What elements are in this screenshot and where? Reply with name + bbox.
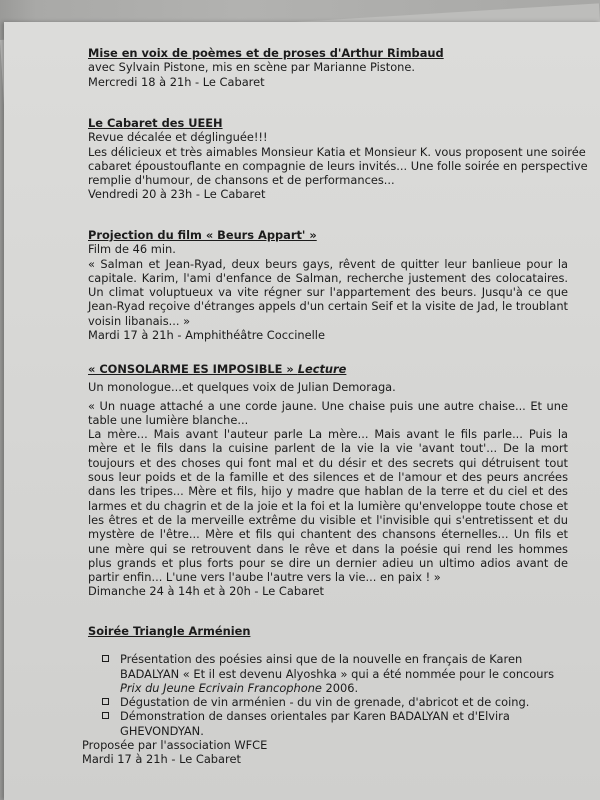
event-detail: Un monologue...et quelques voix de Julian Demoraga. (88, 380, 396, 395)
event-description: « Salman et Jean-Ryad, deux beurs gays, rêvent de quitter leur banlieue pour la capitale. Karim, l'ami d'enfance de Salman, recherche justement des colocataires. Un climat voluptueux va vite régner sur l'appartement des beurs. Jusqu'à ce que Jean-Ryad reçoive d'étranges appels d'un certain Seif et la visite de Jad, le troublant voisin libanais... » (88, 256, 568, 328)
list-item: Dégustation de vin arménien - du vin de grenade, d'abricot et de coing. (88, 695, 568, 709)
list-item: Présentation des poésies ainsi que de la nouvelle en français de Karen BADALYAN « Et il est devenu Alyoshka » qui a été nommée pour le concours Prix du Jeune Ecrivain Francophone 2006. (88, 652, 568, 695)
event-organizer: Proposée par l'association WFCE (82, 738, 268, 752)
event-title: « CONSOLARME ES IMPOSIBLE » Lecture (88, 362, 347, 376)
event-detail: cabaret époustouflante en compagnie de leurs invités... Une folle soirée en perspective (88, 158, 588, 173)
square-bullet-icon (102, 698, 109, 705)
event-title: Mise en voix de poèmes et de proses d'Arthur Rimbaud (88, 46, 444, 60)
event-rimbaud (88, 46, 568, 89)
event-title: Soirée Triangle Arménien (88, 624, 251, 638)
event-detail: Film de 46 min. (88, 242, 176, 257)
event-detail: remplie d'humour, de chansons et de performances... (88, 173, 395, 188)
event-beurs-appart (88, 228, 568, 342)
event-title: Projection du film « Beurs Appart' » (88, 228, 317, 242)
event-description: « Un nuage attaché a une corde jaune. Une chaise puis une autre chaise... Et une table une lumière blanche... (88, 398, 568, 427)
event-schedule: Dimanche 24 à 14h et à 20h - Le Cabaret (88, 584, 324, 599)
event-detail: Les délicieux et très aimables Monsieur Katia et Monsieur K. vous proposent une soirée (88, 144, 586, 159)
event-schedule: Mardi 17 à 21h - Le Cabaret (82, 752, 241, 767)
event-cabaret-ueeh (88, 116, 588, 202)
square-bullet-icon (102, 655, 109, 662)
event-detail: avec Sylvain Pistone, mis en scène par Marianne Pistone. (88, 60, 416, 75)
event-organizer-block (82, 738, 562, 767)
event-detail: Revue décalée et déglinguée!!! (88, 130, 268, 145)
event-schedule: Mercredi 18 à 21h - Le Cabaret (88, 74, 265, 89)
list-item: Démonstration de danses orientales par Karen BADALYAN et d'Elvira GHEVONDYAN. (88, 709, 568, 738)
event-consolarme (88, 362, 568, 599)
square-bullet-icon (102, 712, 109, 719)
event-description: La mère... Mais avant l'auteur parle La mère... Mais avant le fils parle... Puis la mère et le fils dans la cuisine parlent de la vie la vie 'avant tout'... De la mort toujours et des choses qui font mal et du désir et des secrets qui détruisent tout sous leur poids et de la famille et des silences et de l'amour et des peurs ancrées dans les tripes... Mère et fils, hijo y madre que hablan de la terre et du ciel et des larmes et du chagrin et de la joie et la foi et la lumière qu'enveloppe toute chose et les êtres et de la merveille extrême du visible et l'invisible qui s'entretissent et du mystère de l'être... Mère et fils qui chantent des chansons éternelles... Un fils et une mère qui se retrouvent dans le rêve et dans la poésie qui rend les hommes plus grands et plus forts pour se dire un dernier adieu un ultimo adios avant de partir enfin... L'une vers l'aube l'autre vers la vie... en paix ! » (88, 427, 568, 585)
event-title: Le Cabaret des UEEH (88, 116, 223, 130)
event-schedule: Vendredi 20 à 23h - Le Cabaret (88, 187, 266, 202)
bullet-list (88, 652, 568, 738)
event-triangle-armenien (88, 624, 568, 738)
event-schedule: Mardi 17 à 21h - Amphithéâtre Coccinelle (88, 328, 325, 343)
